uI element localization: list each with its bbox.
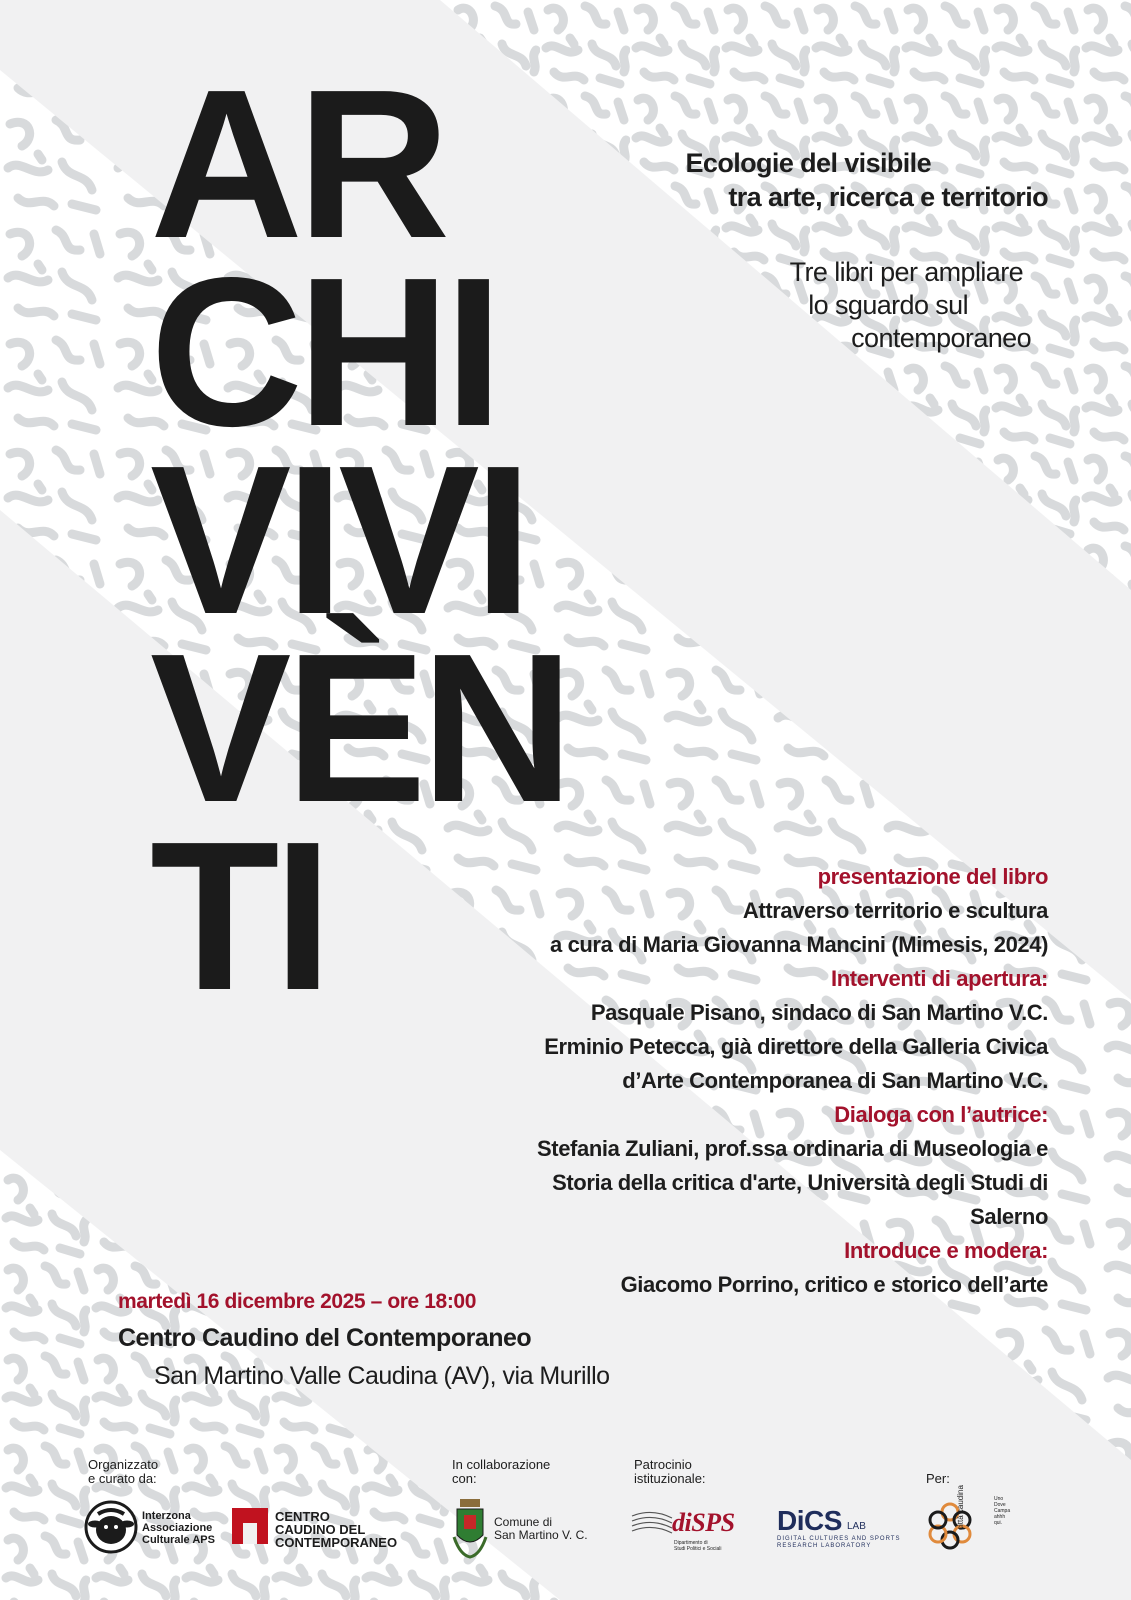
citta-side-line: qui. <box>994 1520 1003 1526</box>
comune-crest-icon <box>452 1497 488 1559</box>
organized-label <box>88 1458 158 1486</box>
collaboration-label-line: con: <box>452 1471 477 1486</box>
sheep-logo-icon <box>84 1500 138 1554</box>
speaker-line: Salerno <box>970 1204 1048 1229</box>
citta-side-line: ahhh <box>994 1514 1006 1520</box>
collaboration-label-line: In collaborazione <box>452 1457 551 1472</box>
speaker-line: Stefania Zuliani, prof.ssa ordinaria di Museologia e <box>537 1136 1048 1161</box>
centro-line: CONTEMPORANEO <box>275 1535 398 1550</box>
citta-side-line: Campa <box>994 1508 1011 1514</box>
patrocinio-label <box>634 1458 706 1486</box>
subtitle-line: tra arte, ricerca e territorio <box>728 182 1048 212</box>
comune-logo-text <box>494 1516 588 1542</box>
dics-subtitle-line: RESEARCH LABORATORY <box>777 1543 872 1549</box>
citta-caudina-flower-icon <box>924 1500 976 1552</box>
citta-side-line: Uno <box>994 1496 1004 1502</box>
event-address: San Martino Valle Caudina (AV), via Murillo <box>154 1362 610 1390</box>
tagline-line: lo sguardo sul <box>808 290 968 320</box>
centro-caudino-logo-text <box>275 1510 397 1549</box>
title-line: TI <box>150 797 327 1034</box>
patrocinio-label-line: istituzionale: <box>634 1471 706 1486</box>
comune-line: San Martino V. C. <box>494 1528 588 1542</box>
title-line: AR <box>150 45 445 282</box>
event-venue: Centro Caudino del Contemporaneo <box>118 1324 532 1352</box>
centro-caudino-logo-icon <box>232 1508 268 1544</box>
interzona-line: Culturale APS <box>142 1534 215 1546</box>
tagline-line: Tre libri per ampliare <box>789 257 1023 287</box>
subtitle-line: Ecologie del visibile <box>685 148 931 178</box>
interzona-logo-text <box>142 1510 215 1546</box>
tagline <box>789 256 1031 355</box>
disps-subtitle-line: Studi Politici e Sociali <box>674 1546 722 1552</box>
citta-side-line: Dove <box>994 1502 1006 1508</box>
speaker-line: Erminio Petecca, già direttore della Galleria Civica <box>544 1034 1048 1059</box>
dics-lab-text: LAB <box>847 1521 866 1532</box>
title-line: CHI <box>150 233 498 470</box>
centro-line: CAUDINO DEL <box>275 1522 366 1537</box>
book-credit: a cura di Maria Giovanna Mancini (Mimesis, 2024) <box>550 932 1048 957</box>
comune-line: Comune di <box>494 1515 553 1529</box>
disps-swirl-icon <box>630 1510 674 1540</box>
subtitle <box>686 146 1048 214</box>
presentation-heading: presentazione del libro <box>817 864 1048 889</box>
title-line: VÈN <box>150 609 568 846</box>
citta-caudina-vertical-text: città caudina <box>956 1485 965 1530</box>
program-block <box>428 860 1048 1302</box>
speaker-line: Storia della critica d'arte, Università degli Studi di <box>552 1170 1048 1195</box>
collaboration-label <box>452 1458 550 1486</box>
speaker-line: Pasquale Pisano, sindaco di San Martino V.C. <box>590 1000 1048 1025</box>
citta-caudina-side-text <box>994 1496 1010 1526</box>
disps-subtitle-line: Dipartimento di <box>674 1540 708 1546</box>
centro-line: CENTRO <box>275 1509 330 1524</box>
patrocinio-label-line: Patrocinio <box>634 1457 692 1472</box>
speaker-line: d’Arte Contemporanea di San Martino V.C. <box>622 1068 1048 1093</box>
moderator-heading: Introduce e modera: <box>844 1238 1048 1263</box>
organized-label-line: Organizzato <box>88 1457 159 1472</box>
dics-logo-text: DiCS <box>777 1505 842 1536</box>
speaker-line: Giacomo Porrino, critico e storico dell’arte <box>620 1272 1048 1297</box>
title-line: VIVI <box>150 421 527 658</box>
book-title: Attraverso territorio e scultura <box>742 898 1048 923</box>
per-label: Per: <box>926 1471 950 1486</box>
dics-subtitle-line: DIGITAL CULTURES AND SPORTS <box>777 1536 901 1542</box>
tagline-line: contemporaneo <box>851 323 1031 353</box>
opening-heading: Interventi di apertura: <box>831 966 1048 991</box>
event-datetime: martedì 16 dicembre 2025 – ore 18:00 <box>118 1290 476 1313</box>
disps-logo-text: diSPS <box>672 1508 735 1537</box>
dics-subtitle <box>777 1536 900 1550</box>
interzona-line: Associazione <box>142 1522 213 1534</box>
organized-label-line: e curato da: <box>88 1471 157 1486</box>
interzona-line: Interzona <box>142 1510 191 1522</box>
disps-subtitle <box>674 1540 722 1552</box>
dialog-heading: Dialoga con l’autrice: <box>834 1102 1048 1127</box>
